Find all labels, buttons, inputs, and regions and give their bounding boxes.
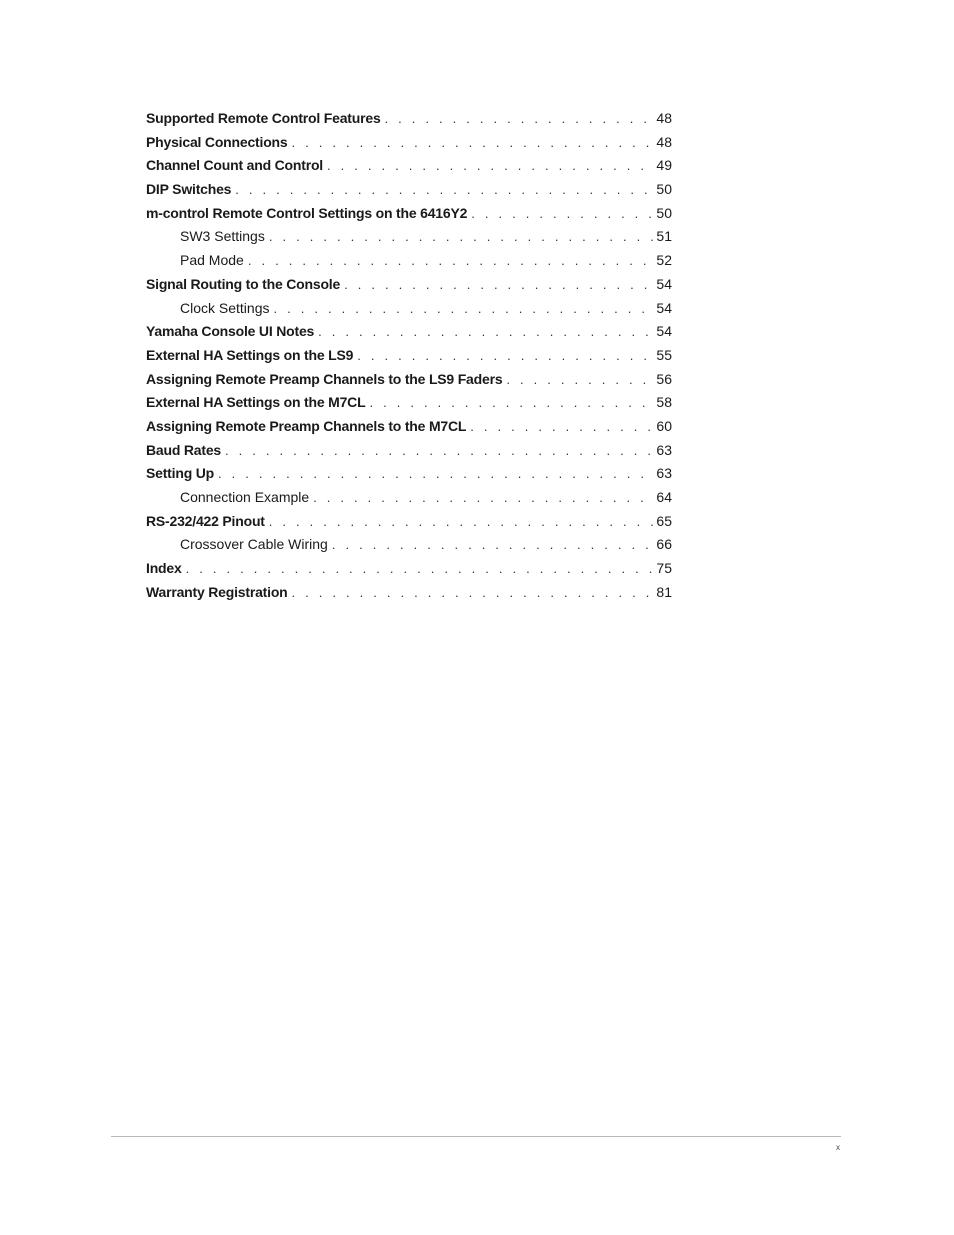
footer-divider: [111, 1136, 841, 1137]
toc-dot-leader: [292, 581, 655, 605]
toc-entry-title: Pad Mode: [180, 252, 244, 269]
toc-entry-title: RS-232/422 Pinout: [146, 512, 265, 529]
toc-entry-title: Supported Remote Control Features: [146, 110, 381, 126]
toc-entry[interactable]: [146, 415, 672, 439]
toc-entry[interactable]: [146, 581, 672, 605]
toc-subentry[interactable]: [146, 249, 672, 273]
toc-entry[interactable]: [146, 273, 672, 297]
toc-entry-page: 65: [656, 512, 672, 529]
toc-entry-page: 49: [656, 157, 672, 174]
toc-entry-page: 63: [656, 465, 672, 482]
toc-entry[interactable]: [146, 320, 672, 344]
toc-entry-title: Warranty Registration: [146, 583, 288, 600]
toc-entry-title: Yamaha Console UI Notes: [146, 323, 315, 340]
toc-entry-page: 58: [656, 394, 672, 411]
toc-entry[interactable]: [146, 462, 672, 486]
toc-dot-leader: [471, 202, 654, 226]
toc-entry-page: 56: [656, 370, 672, 387]
toc-entry-title: Channel Count and Control: [146, 157, 323, 174]
table-of-contents: [146, 107, 672, 604]
toc-dot-leader: [506, 368, 654, 392]
toc-entry-page: 50: [656, 181, 672, 198]
toc-entry[interactable]: [146, 107, 672, 131]
toc-entry-title: Physical Connections: [146, 133, 288, 150]
toc-dot-leader: [269, 225, 655, 249]
toc-entry-page: 50: [656, 204, 672, 221]
toc-entry-title: Setting Up: [146, 465, 214, 482]
toc-subentry[interactable]: [146, 533, 672, 557]
toc-entry-page: 60: [656, 417, 672, 434]
toc-entry-page: 75: [656, 560, 672, 577]
toc-entry-title: External HA Settings on the LS9: [146, 346, 354, 363]
toc-entry-title: DIP Switches: [146, 181, 232, 198]
toc-dot-leader: [318, 320, 654, 344]
toc-dot-leader: [186, 557, 655, 581]
toc-dot-leader: [218, 462, 654, 486]
toc-entry-page: 66: [656, 536, 672, 553]
toc-entry-title: Clock Settings: [180, 299, 270, 316]
toc-entry-title: Baud Rates: [146, 441, 222, 458]
toc-dot-leader: [269, 510, 655, 534]
toc-entry-page: 52: [656, 252, 672, 269]
toc-dot-leader: [369, 391, 654, 415]
toc-entry-page: 48: [656, 133, 672, 150]
toc-dot-leader: [273, 297, 654, 321]
toc-dot-leader: [332, 533, 655, 557]
toc-dot-leader: [357, 344, 654, 368]
toc-dot-leader: [313, 486, 654, 510]
toc-entry-page: 54: [656, 275, 672, 292]
toc-subentry[interactable]: [146, 225, 672, 249]
toc-subentry[interactable]: [146, 486, 672, 510]
toc-entry-title: Crossover Cable Wiring: [180, 536, 328, 553]
toc-entry[interactable]: [146, 510, 672, 534]
toc-entry-title: Index: [146, 560, 182, 577]
toc-dot-leader: [327, 154, 654, 178]
toc-entry[interactable]: [146, 154, 672, 178]
toc-dot-leader: [235, 178, 654, 202]
toc-entry-page: 63: [656, 441, 672, 458]
toc-entry-title: Assigning Remote Preamp Channels to the LS9 Faders: [146, 370, 503, 387]
toc-entry-title: Assigning Remote Preamp Channels to the M7CL: [146, 417, 467, 434]
toc-dot-leader: [225, 439, 654, 463]
toc-entry-title: External HA Settings on the M7CL: [146, 394, 366, 411]
toc-entry[interactable]: [146, 344, 672, 368]
toc-entry[interactable]: [146, 178, 672, 202]
toc-entry-title: SW3 Settings: [180, 228, 265, 245]
footer-page-number: x: [836, 1143, 840, 1152]
toc-entry[interactable]: [146, 368, 672, 392]
toc-dot-leader: [291, 131, 654, 155]
toc-entry-title: Signal Routing to the Console: [146, 275, 341, 292]
toc-entry-title: Connection Example: [180, 489, 310, 505]
toc-entry-page: 54: [656, 299, 672, 316]
toc-entry-page: 48: [656, 110, 672, 126]
toc-entry-page: 81: [656, 583, 672, 600]
toc-entry[interactable]: [146, 202, 672, 226]
toc-dot-leader: [248, 249, 655, 273]
toc-entry[interactable]: [146, 439, 672, 463]
toc-entry[interactable]: [146, 391, 672, 415]
toc-entry-page: 55: [656, 346, 672, 363]
toc-subentry[interactable]: [146, 297, 672, 321]
toc-entry-page: 54: [656, 323, 672, 340]
toc-entry-title: m-control Remote Control Settings on the 6416Y2: [146, 204, 468, 221]
toc-entry[interactable]: [146, 557, 672, 581]
toc-entry[interactable]: [146, 131, 672, 155]
toc-entry-page: 51: [656, 228, 672, 245]
toc-dot-leader: [385, 107, 655, 131]
toc-entry-page: 64: [656, 489, 672, 505]
toc-dot-leader: [344, 273, 654, 297]
toc-dot-leader: [470, 415, 654, 439]
